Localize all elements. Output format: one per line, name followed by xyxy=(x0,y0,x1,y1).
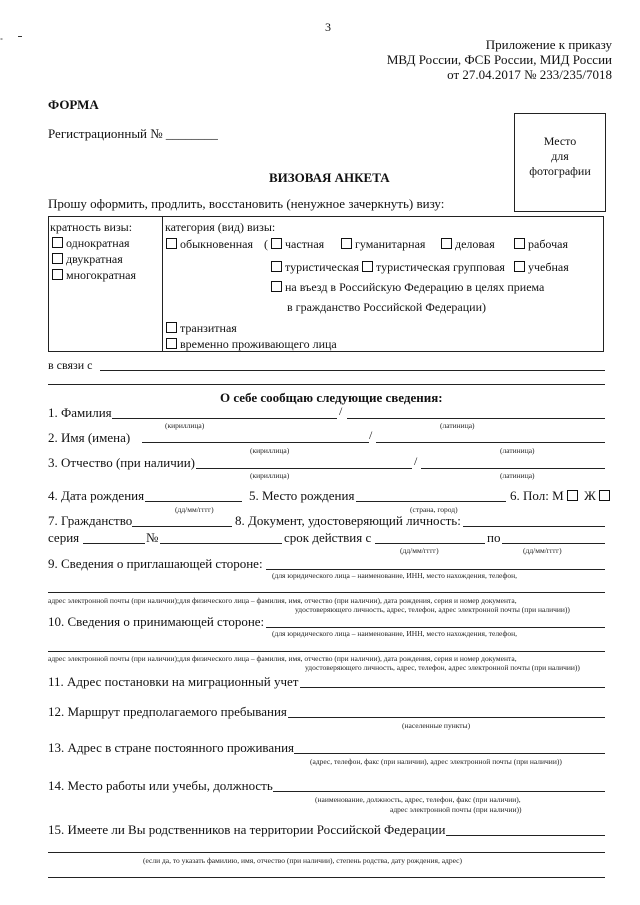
checkbox-multiple[interactable] xyxy=(52,269,63,280)
in-connection-field[interactable] xyxy=(100,370,605,371)
checkbox-work[interactable] xyxy=(514,238,525,249)
checkbox-temporary-resident[interactable] xyxy=(166,338,177,349)
inviting-input-2[interactable] xyxy=(48,592,605,593)
inviting-input[interactable] xyxy=(266,569,605,570)
hint-inviting-2: адрес электронной почты (при наличии);для физического лица – фамилия, имя, отчество (при наличии), дата рождения, серия и номер документа, xyxy=(48,596,517,605)
field-workplace-label: 14. Место работы или учебы, должность xyxy=(48,778,273,793)
relatives-input-3[interactable] xyxy=(48,877,605,878)
checkbox-business[interactable] xyxy=(441,238,452,249)
name-cyr-input[interactable] xyxy=(142,442,369,443)
category-header: категория (вид) визы: xyxy=(165,220,276,234)
checkbox-tourist-group[interactable] xyxy=(362,261,373,272)
form-label: ФОРМА xyxy=(48,97,99,112)
field-receiving-label: 10. Сведения о принимающей стороне: xyxy=(48,614,265,629)
hint-receiving-2: адрес электронной почты (при наличии);для физического лица – фамилия, имя, отчество (при наличии), дата рождения, серия и номер документа, xyxy=(48,654,517,663)
option-humanitarian[interactable]: гуманитарная xyxy=(341,237,425,252)
hint-birthplace: (страна, город) xyxy=(410,505,458,514)
paren-open: ( xyxy=(264,237,268,251)
request-text: Прошу оформить, продлить, восстановить (ненужное зачеркнуть) визу: xyxy=(48,196,445,211)
field-home-address-label: 13. Адрес в стране постоянного проживания xyxy=(48,740,295,755)
checkbox-citizenship-entry[interactable] xyxy=(271,281,282,292)
slash: / xyxy=(414,454,418,468)
multiplicity-header: кратность визы: xyxy=(50,220,133,234)
appendix-line2: МВД России, ФСБ России, МИД России xyxy=(386,52,612,67)
option-citizenship-entry[interactable]: на въезд в Российскую Федерацию в целях приема xyxy=(271,280,544,295)
checkbox-ordinary[interactable] xyxy=(166,238,177,249)
scan-mark-dash xyxy=(18,36,22,37)
field-birthplace-label: 5. Место рождения xyxy=(249,488,355,503)
migration-address-input[interactable] xyxy=(300,687,605,688)
patronymic-lat-input[interactable] xyxy=(421,468,605,469)
surname-lat-input[interactable] xyxy=(347,418,605,419)
field-sex-label: 6. Пол: М Ж xyxy=(510,488,613,504)
field-patronymic-label: 3. Отчество (при наличии) xyxy=(48,455,196,470)
slash: / xyxy=(339,404,343,418)
hint-receiving-1: (для юридического лица – наименование, ИНН, место нахождения, телефон, xyxy=(272,629,517,638)
hint-inviting-3: удостоверяющего личность, адрес, телефон, адрес электронной почты (при наличии)) xyxy=(295,605,570,614)
series-input[interactable] xyxy=(83,543,145,544)
relatives-input[interactable] xyxy=(446,835,605,836)
home-address-input[interactable] xyxy=(294,753,605,754)
checkbox-humanitarian[interactable] xyxy=(341,238,352,249)
hint-lat: (латиница) xyxy=(500,446,535,455)
in-connection-label: в связи с xyxy=(48,358,93,372)
field-migration-address-label: 11. Адрес постановки на миграционный учет xyxy=(48,674,299,689)
hint-settlements: (населенные пункты) xyxy=(402,721,471,730)
photo-label-2: для xyxy=(551,149,569,163)
hint-cyr: (кириллица) xyxy=(250,471,290,480)
slash: / xyxy=(369,428,373,442)
option-tourist-group[interactable]: туристическая групповая xyxy=(362,260,505,275)
field-id-document-label: 8. Документ, удостоверяющий личность: xyxy=(235,513,461,528)
checkbox-tourist[interactable] xyxy=(271,261,282,272)
option-private[interactable]: частная xyxy=(271,237,324,252)
hint-cyr: (кириллица) xyxy=(250,446,290,455)
checkbox-study[interactable] xyxy=(514,261,525,272)
option-double[interactable]: двукратная xyxy=(52,252,123,267)
field-birthdate-label: 4. Дата рождения xyxy=(48,488,145,503)
until-label: по xyxy=(487,530,501,545)
checkbox-male[interactable] xyxy=(567,490,578,501)
page-number: 3 xyxy=(325,20,331,34)
section-title: О себе сообщаю следующие сведения: xyxy=(220,390,443,405)
receiving-input-2[interactable] xyxy=(48,651,605,652)
birthdate-input[interactable] xyxy=(145,501,242,502)
checkbox-single[interactable] xyxy=(52,237,63,248)
citizenship-input[interactable] xyxy=(132,526,232,527)
option-single[interactable]: однократная xyxy=(52,236,130,251)
checkbox-transit[interactable] xyxy=(166,322,177,333)
checkbox-double[interactable] xyxy=(52,253,63,264)
field-surname-label: 1. Фамилия xyxy=(48,405,112,420)
patronymic-cyr-input[interactable] xyxy=(196,468,412,469)
hint-relatives: (если да, то указать фамилию, имя, отчество (при наличии), степень родства, дату рождения, адрес) xyxy=(143,856,462,865)
hint-inviting-1: (для юридического лица – наименование, ИНН, место нахождения, телефон, xyxy=(272,571,517,580)
field-name-label: 2. Имя (имена) xyxy=(48,430,131,445)
series-label: серия xyxy=(48,530,80,545)
hint-date: (дд/мм/гггг) xyxy=(175,505,214,514)
scan-mark: ˳ xyxy=(0,30,3,40)
field-relatives-label: 15. Имеете ли Вы родственников на территории Российской Федерации xyxy=(48,822,446,837)
form-title: ВИЗОВАЯ АНКЕТА xyxy=(269,170,390,185)
receiving-input[interactable] xyxy=(266,627,605,628)
in-connection-field-2[interactable] xyxy=(48,384,605,385)
birthplace-input[interactable] xyxy=(356,501,506,502)
checkbox-female[interactable] xyxy=(599,490,610,501)
citizenship-entry-line2: в гражданство Российской Федерации) xyxy=(287,300,487,314)
photo-box xyxy=(514,113,606,212)
option-ordinary[interactable]: обыкновенная xyxy=(166,237,253,252)
appendix-line3: от 27.04.2017 № 233/235/7018 xyxy=(447,67,612,82)
option-work[interactable]: рабочая xyxy=(514,237,568,252)
route-input[interactable] xyxy=(288,717,605,718)
hint-lat: (латиница) xyxy=(440,421,475,430)
photo-label-1: Место xyxy=(543,134,577,148)
appendix-line1: Приложение к приказу xyxy=(485,37,612,52)
photo-label-3: фотографии xyxy=(529,164,591,178)
field-citizenship-label: 7. Гражданство xyxy=(48,513,133,528)
option-multiple[interactable]: многократная xyxy=(52,268,136,283)
option-transit[interactable]: транзитная xyxy=(166,321,237,336)
id-document-input[interactable] xyxy=(463,526,605,527)
option-temporary-resident[interactable]: временно проживающего лица xyxy=(166,337,337,352)
option-tourist[interactable]: туристическая xyxy=(271,260,359,275)
workplace-input[interactable] xyxy=(273,791,605,792)
name-lat-input[interactable] xyxy=(376,442,605,443)
hint-date: (дд/мм/гггг) xyxy=(523,546,562,555)
hint-home-address: (адрес, телефон, факс (при наличии), адрес электронной почты (при наличии)) xyxy=(310,757,562,766)
hint-lat: (латиница) xyxy=(500,471,535,480)
registration-number: Регистрационный № ________ xyxy=(48,126,218,141)
hint-workplace-1: (наименование, должность, адрес, телефон, факс (при наличии), xyxy=(315,795,521,804)
validity-label: срок действия с xyxy=(284,530,372,545)
option-study[interactable]: учебная xyxy=(514,260,569,275)
number-input[interactable] xyxy=(160,543,282,544)
surname-cyr-input[interactable] xyxy=(112,418,337,419)
hint-date: (дд/мм/гггг) xyxy=(400,546,439,555)
field-inviting-label: 9. Сведения о приглашающей стороне: xyxy=(48,556,263,571)
relatives-input-2[interactable] xyxy=(48,852,605,853)
validity-to-input[interactable] xyxy=(502,543,605,544)
table-divider xyxy=(162,216,163,352)
validity-from-input[interactable] xyxy=(375,543,485,544)
hint-receiving-3: удостоверяющего личность, адрес, телефон, адрес электронной почты (при наличии)) xyxy=(305,663,580,672)
checkbox-private[interactable] xyxy=(271,238,282,249)
hint-workplace-2: адрес электронной почты (при наличии)) xyxy=(390,805,522,814)
number-label: № xyxy=(146,530,159,545)
field-route-label: 12. Маршрут предполагаемого пребывания xyxy=(48,704,287,719)
hint-cyr: (кириллица) xyxy=(165,421,205,430)
option-business[interactable]: деловая xyxy=(441,237,495,252)
